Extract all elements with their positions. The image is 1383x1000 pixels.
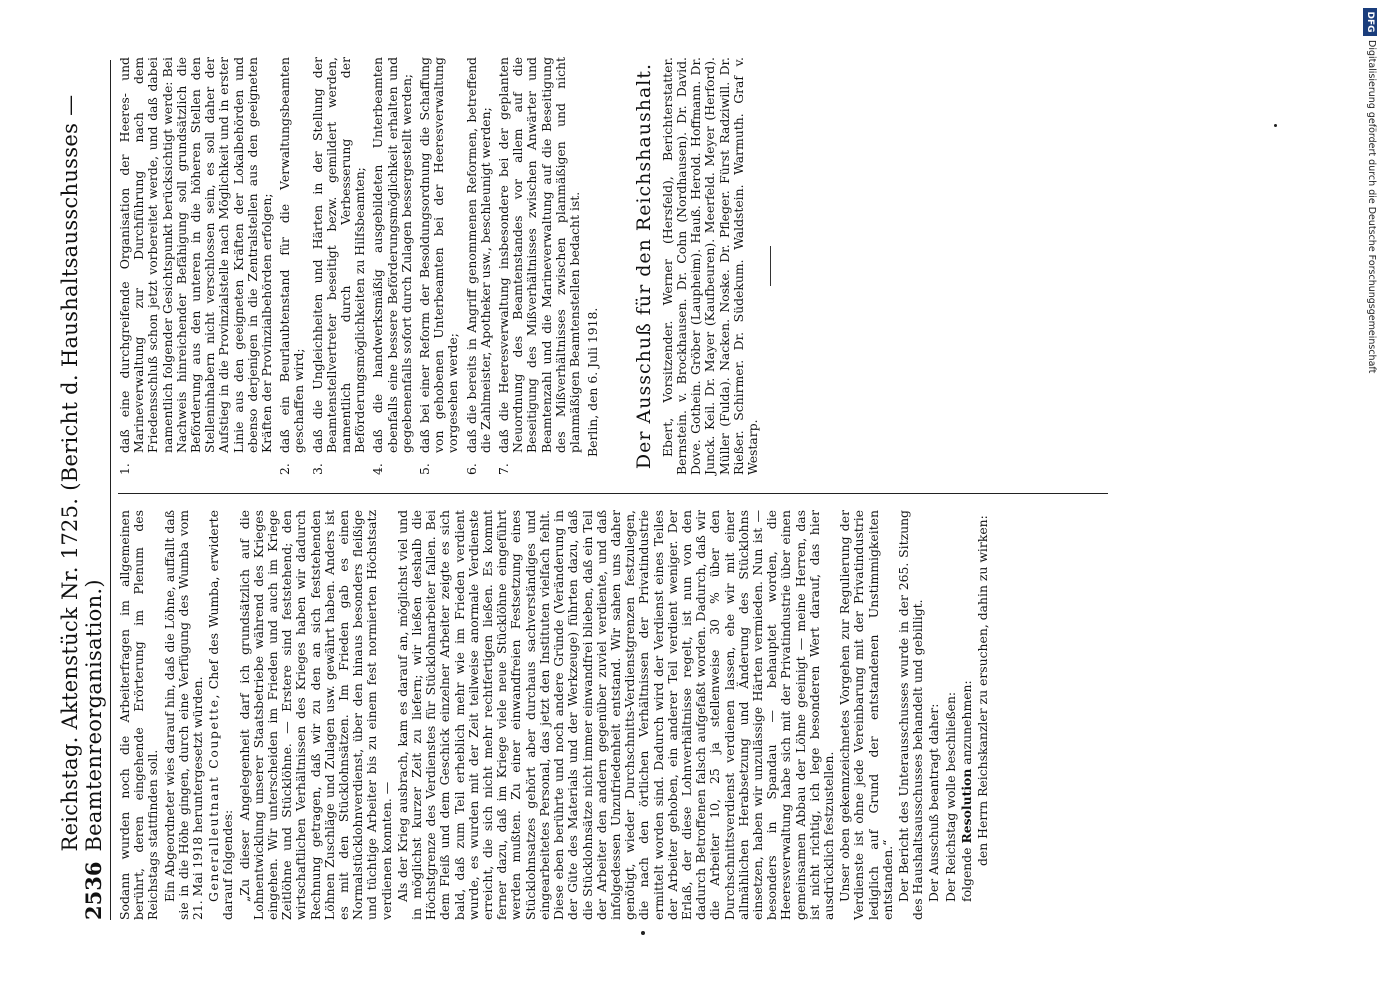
item-text: daß die handwerksmäßig ausgebildeten Unterbeamten ebenfalls eine bessere Beförderungsmöglichkeit erhalten und gegebenenfalls sofort durch Zulagen bessergestellt werden; <box>370 57 414 453</box>
item-text: daß die Heeresverwaltung insbesondere bei der geplanten Neuordnung des Beamtenstandes vor allem auf die Beseitigung des Mißverhältnisses zwischen Anwärter und Beamtenzahl und die Marineverwaltung auf die Beseitigung des Mißverhältnisses zwischen planmäßigen und nicht planmäßigen Beamtenstellen bedacht ist. <box>496 57 583 453</box>
scan-speck <box>1274 124 1277 127</box>
paragraph: „Zu dieser Angelegenheit darf ich grundsätzlich auf die Lohnentwicklung unserer Staatsbetriebe während des Krieges eingehen. Wir unterscheiden im Frieden und auch im Kriege Zeitlöhne und Stücklöhne. — Erstere sind feststehend; den wirtschaftlichen Verhältnissen des Krieges haben wir dadurch Rechnung getragen, daß wir zu den an sich feststehenden Löhnen Zuschläge und Zulagen usw. gewährt haben. Anders ist es mit den Stücklohnsätzen. Im Frieden gab es einen Normalstücklohnverdienst, über den hinaus besonders fleißige und tüchtige Arbeiter bis zu einem fest normierten Höchstsatz verdienen konnten. — <box>236 510 394 920</box>
committee-members: Ebert, Vorsitzender. Werner (Hersfeld), Berichterstatter. Bernstein. v. Brockhausen. Dr. Cohn (Nordhausen). Dr. David. Dove. Gothein. Gröber (Laupheim). Hauß. Herold. Hoffmann. Dr. Junck. Keil. Dr. Mayer (Kaufbeuren). Meerfeld. Meyer (Herford). Müller (Fulda). Nacken. Noske. Dr. Pfleger. Fürst Radziwill. Dr. Rießer. Schirmer. Dr. Südekum. Waldstein. Warmuth. Graf v. Westarp. <box>659 57 760 475</box>
item-number: 5. <box>417 463 433 475</box>
resolution-list <box>118 57 582 475</box>
end-rule <box>770 246 771 286</box>
list-item <box>311 57 368 475</box>
left-column <box>118 510 992 920</box>
dfg-logo <box>1363 8 1377 36</box>
paragraph: den Herrn Reichskanzler zu ersuchen, dahin zu wirken: <box>974 515 990 866</box>
paragraph <box>207 510 235 920</box>
scan-speck <box>641 931 645 935</box>
list-item <box>497 57 582 475</box>
paragraph: Sodann wurden noch die Arbeiterfragen im allgemeinen berührt, deren eingehende Erörterung im Plenum des Reichstags stattfinden soll. <box>117 510 161 920</box>
paragraph: Der Bericht des Unterausschusses wurde in der 265. Sitzung des Haushaltsausschusses behandelt und gebilligt. <box>895 510 926 920</box>
item-text: daß die bereits in Angriff genommenen Reformen, betreffend die Zahlmeister, Apotheker usw., beschleunigt werden; <box>463 57 493 453</box>
paragraph: Ein Abgeordneter wies darauf hin, daß die Löhne, auffallt daß sie in die Höhe gingen, durch eine Verfügung des Wumba vom 21. Mai 1918 heruntergesetzt würden. <box>161 510 206 920</box>
resolution-word: Resolution <box>958 768 974 844</box>
speaker-name: Generalleutnant Coupette <box>206 698 222 902</box>
paragraph: Der Ausschuß beantragt daher: <box>926 703 942 902</box>
paragraph: Der Reichstag wolle beschließen: <box>942 691 958 902</box>
list-item <box>371 57 414 475</box>
item-text: daß ein Beurlaubtenstand für die Verwaltungsbeamten geschaffen wird; <box>277 57 307 453</box>
item-number: 7. <box>496 463 512 475</box>
resolution-suffix: anzunehmen: <box>958 680 974 765</box>
watermark-text: Digitalisierung gefördert durch die Deutsche Forschungsgemeinschaft <box>1366 40 1377 374</box>
list-item <box>465 57 493 475</box>
list-item <box>118 57 274 475</box>
item-number: 4. <box>370 463 386 475</box>
item-number: 2. <box>277 463 293 475</box>
item-number: 3. <box>309 463 325 475</box>
item-number: 6. <box>463 463 479 475</box>
header-title: Reichstag. Aktenstück Nr. 1725. (Bericht d. Haushaltsausschusses — Beamtenreorganisation.) <box>58 94 106 852</box>
right-column <box>118 57 781 475</box>
page-header <box>58 60 111 920</box>
column-divider <box>118 493 1108 494</box>
page-number: 2536 <box>81 861 106 920</box>
item-text: daß bei einer Reform der Besoldungsordnung die Schaffung von gehobenen Unterbeamten bei der Heeresverwaltung vorgesehen werde; <box>417 57 461 453</box>
resolution-line <box>960 510 974 920</box>
item-text: daß die Ungleichheiten und Härten in der Stellung der Beamtenstellvertreter beseitigt bezw. gemildert werden, namentlich durch Verbesserung der Beförderungsmöglichkeiten zu Hilfsbeamten; <box>309 57 368 453</box>
resolution-prefix: folgende <box>958 847 974 902</box>
dfg-logo-text: DFG <box>1365 11 1375 33</box>
item-number: 1. <box>117 463 132 475</box>
digitization-watermark <box>1363 8 1379 568</box>
list-item <box>278 57 306 475</box>
speaker-intro: , Chef des Wumba, erwiderte darauf folgendes: <box>206 510 236 920</box>
paragraph: Unser oben gekennzeichnetes Vorgehen zur Regulierung der Verdienste ist ohne jede Vereinbarung mit der Privatindustrie lediglich auf Grund der entstandenen Unstimmigkeiten entstanden.“ <box>837 510 895 920</box>
list-item <box>418 57 461 475</box>
item-text: daß eine durchgreifende Organisation der Heeres- und Marineverwaltung zur Durchführung nach dem Friedensschluß schon jetzt vorbereitet werde, und daß dabei namentlich folgender Gesichtspunkt berücksichtigt werde: Bei Nachweis hinreichender Befähigung soll grundsätzlich die Beförderung aus den unteren in die höheren Stellen den Stelleninhabern nicht verschlossen sein, es soll daher der Aufstieg in die Provinzialstelle nach Möglichkeit und in erster Linie aus den geeigneten Kräften der Lokalbehörden und ebenso derjenigen in die Zentralstellen aus den geeigneten Kräften der Provinzialbehörden erfolgen; <box>117 57 275 453</box>
signature-date: Berlin, den 6. Juli 1918. <box>585 307 601 457</box>
paragraph: Als der Krieg ausbrach, kam es darauf an, möglichst viel und in möglichst kurzer Zeit zu liefern; wir ließen deshalb die Höchstgrenze des Verdienstes für Stücklohnarbeiter fallen. Bei dem Fleiß und dem Geschick einzelner Arbeiter zeigte es sich bald, daß zum Teil erheblich mehr wie im Frieden verdient wurde, es wurden mit der Zeit teilweise anormale Verdienste erreicht, die sich nicht mehr rechtfertigen ließen. Es kommt ferner dazu, daß im Kriege viele neue Stücklöhne eingeführt werden mußten. Zu einer einwandfreien Festsetzung eines Stücklohnsatzes gehört aber durchaus sachverständiges und eingearbeitetes Personal, das jetzt den Instituten vielfach fehlt. Diese eben berührte und noch andere Gründe (Veränderung in der Güte des Materials und der Werkzeuge) führten dazu, daß die Stücklohnsätze nicht immer einwandfrei blieben, daß ein Teil der Arbeiter den andern gegenüber zuviel verdiente, und daß infolgedessen Unzufriedenheit entstand. Wir sahen uns daher genötigt, wieder Durchschnitts-Verdienstgrenzen festzulegen, die nach den örtlichen Verhältnissen der Privatindustrie ermittelt worden sind. Dadurch wird der Verdienst eines Teiles der Arbeiter gehoben, ein anderer Teil verdient weniger. Der Erlaß, der diese Lohnverhältnisse regelt, ist nun von den dadurch Betroffenen falsch aufgefaßt worden. Dadurch, daß wir die Arbeiter 10, 25 ja stellenweise 30 % über den Durchschnittsverdienst verdienen lassen, ehe wir mit einer allmählichen Herabsetzung und Änderung des Stücklohns einsetzen, haben wir unzulässige Härten vermieden. Nun ist — besonders in Spandau — behauptet worden, die Heeresverwaltung habe sich mit der Privatindustrie über einen gemeinsamen Abbau der Löhne geeinigt — meine Herren, das ist nicht richtig, ich lege besonderen Wert darauf, das hier ausdrücklich festzustellen. <box>394 510 836 920</box>
committee-title: Der Ausschuß für den Reichshaushalt. <box>632 62 655 470</box>
